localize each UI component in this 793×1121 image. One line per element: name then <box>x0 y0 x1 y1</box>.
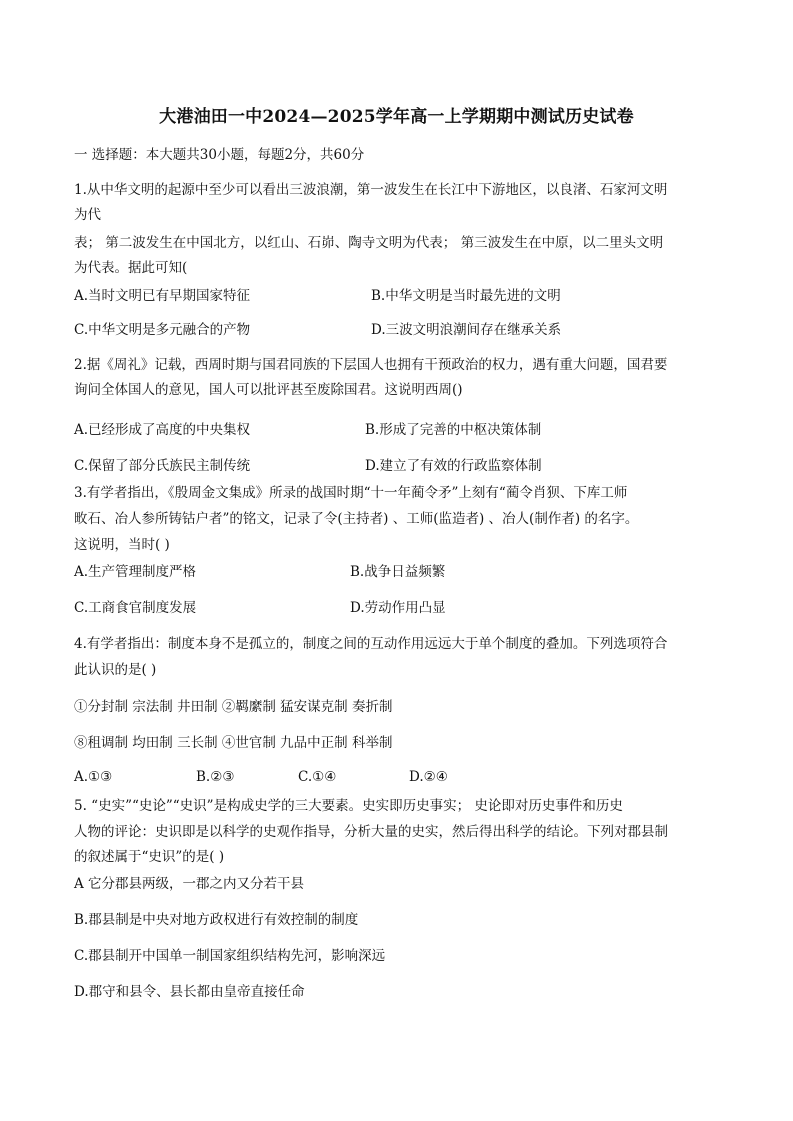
question-4-option-c: C.①④ <box>298 769 337 785</box>
exam-title: 大港油田一中2024—2025学年高一上学期期中测试历史试卷 <box>159 107 634 127</box>
question-2-option-a: A.已经形成了高度的中央集权 <box>74 422 251 438</box>
question-3-line-2: 畋石、冶人参所铸钴户者”的铭文，记录了令(主持者) 、工师(监造者) 、冶人(制作者) 的名字。 <box>74 511 639 527</box>
section-header: 一 选择题：本大题共30小题，每题2分，共60分 <box>74 147 365 163</box>
question-1-line-1: 1.从中华文明的起源中至少可以看出三波浪潮，第一波发生在长江中下游地区，以良渚、石家河文明 <box>74 182 668 198</box>
question-1-option-a: A.当时文明已有早期国家特征 <box>74 288 251 304</box>
question-1-option-d: D.三波文明浪潮间存在继承关系 <box>371 322 562 338</box>
question-1-option-c: C.中华文明是多元融合的产物 <box>74 322 251 338</box>
question-3-option-b: B.战争日益频繁 <box>350 564 446 580</box>
question-3-option-d: D.劳动作用凸显 <box>350 600 446 616</box>
question-2-option-b: B.形成了完善的中枢决策体制 <box>365 422 542 438</box>
question-3-line-1: 3.有学者指出，《殷周金文集成》所录的战国时期“十一年蔺令矛”上刻有“蔺令肖狈、下库工师 <box>74 485 628 501</box>
question-5-option-d: D.郡守和县令、县长都由皇帝直接任命 <box>74 984 305 1000</box>
question-4-line-1: 4.有学者指出：制度本身不是孤立的，制度之间的互动作用远远大于单个制度的叠加。下列选项符合 <box>74 636 668 652</box>
question-2-line-1: 2.据《周礼》记载，西周时期与国君同族的下层国人也拥有干预政治的权力，遇有重大问题，国君要 <box>74 357 668 373</box>
question-1-line-2: 为代 <box>74 207 101 223</box>
question-5-option-a: A 它分郡县两级，一郡之内又分若干县 <box>74 876 305 892</box>
question-2-option-c: C.保留了部分氏族民主制传统 <box>74 458 251 474</box>
question-1-option-b: B.中华文明是当时最先进的文明 <box>371 288 561 304</box>
question-1-line-4: 为代表。据此可知( <box>74 260 188 276</box>
question-4-option-b: B.②③ <box>196 769 235 785</box>
question-2-option-d: D.建立了有效的行政监察体制 <box>365 458 542 474</box>
question-5-line-2: 人物的评论：史识即是以科学的史观作指导，分析大量的史实，然后得出科学的结论。下列对郡县制 <box>74 824 668 840</box>
question-3-option-a: A.生产管理制度严格 <box>74 564 197 580</box>
question-4-line-4: ⑧租调制 均田制 三长制 ④世官制 九品中正制 科举制 <box>74 735 393 751</box>
question-5-line-3: 的叙述属于“史识”的是( ) <box>74 849 225 865</box>
question-2-line-2: 询问全体国人的意见，国人可以批评甚至废除国君。这说明西周() <box>74 382 463 398</box>
question-4-line-3: ①分封制 宗法制 井田制 ②羁縻制 猛安谋克制 奏折制 <box>74 699 393 715</box>
question-5-option-b: B.郡县制是中央对地方政权进行有效控制的制度 <box>74 912 359 928</box>
question-4-option-a: A.①③ <box>74 769 113 785</box>
question-4-option-d: D.②④ <box>409 769 448 785</box>
question-1-line-3: 表； 第二波发生在中国北方，以红山、石峁、陶寺文明为代表； 第三波发生在中原，以二里头文明 <box>74 235 664 251</box>
question-4-line-2: 此认识的是( ) <box>74 662 157 678</box>
question-3-line-3: 这说明，当时( ) <box>74 537 170 553</box>
question-3-option-c: C.工商食官制度发展 <box>74 600 197 616</box>
question-5-option-c: C.郡县制开中国单一制国家组织结构先河，影响深远 <box>74 948 386 964</box>
question-5-line-1: 5. “史实”“史论”“史识”是构成史学的三大要素。史实即历史事实； 史论即对历史事件和历史 <box>74 798 623 814</box>
